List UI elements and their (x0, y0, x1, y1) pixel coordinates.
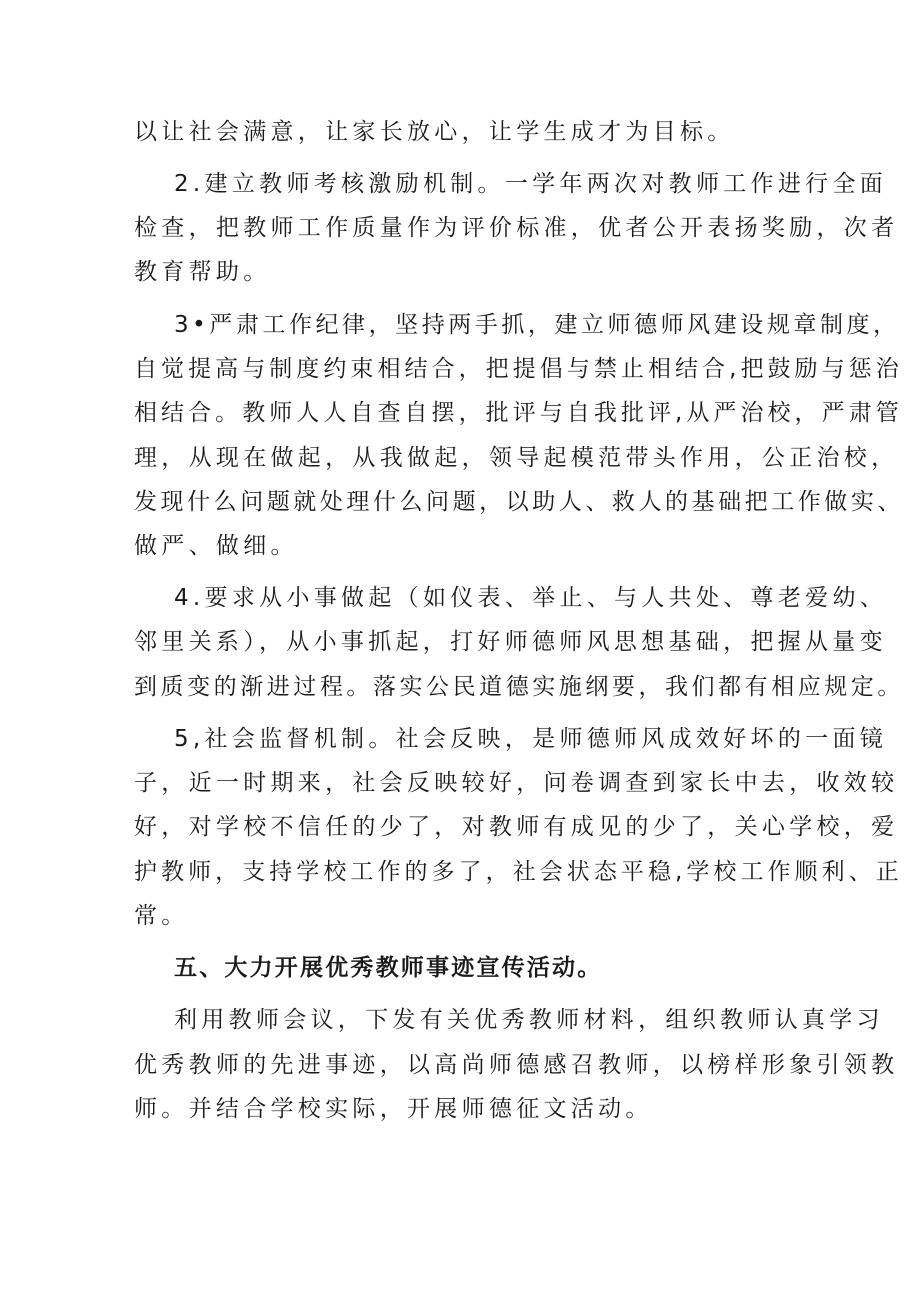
text-line-17: 护教师，支持学校工作的多了，社会状态平稳,学校工作顺利、正 (134, 859, 903, 885)
text-line-2: 2.建立教师考核激励机制。一学年两次对教师工作进行全面 (174, 171, 888, 197)
section-heading: 五、大力开展优秀教师事迹宣传活动。 (174, 955, 603, 981)
text-line-15: 子，近一时期来，社会反映较好，问卷调查到家长中去，收效较 (134, 770, 899, 796)
text-line-10: 做严、做细。 (134, 533, 298, 559)
text-line-1: 以让社会满意，让家长放心，让学生成才为目标。 (134, 119, 735, 145)
text-line-22: 师。并结合学校实际，开展师德征文活动。 (134, 1096, 653, 1122)
text-line-16: 好，对学校不信任的少了，对教师有成见的少了，关心学校，爱 (134, 814, 899, 840)
text-line-20: 利用教师会议，下发有关优秀教师材料，组织教师认真学习 (174, 1007, 884, 1033)
text-line-6: 自觉提高与制度约束相结合，把提倡与禁止相结合,把鼓励与惩治 (134, 356, 903, 382)
text-line-7: 相结合。教师人人自查自摆，批评与自我批评,从严治校，严肃管 (134, 400, 903, 426)
text-line-18: 常。 (134, 903, 189, 929)
text-line-8: 理，从现在做起，从我做起，领导起模范带头作用，公正治校， (134, 445, 899, 471)
text-line-13: 到质变的渐进过程。落实公民道德实施纲要，我们都有相应规定。 (134, 674, 904, 700)
text-line-5: 3•严肃工作纪律，坚持两手抓，建立师德师风建设规章制度， (174, 312, 900, 338)
text-line-9: 发现什么问题就处理什么问题，以助人、救人的基础把工作做实、 (134, 489, 904, 515)
text-line-4: 教育帮助。 (134, 259, 271, 285)
text-line-14: 5,社会监督机制。社会反映，是师德师风成效好坏的一面镜 (174, 726, 888, 752)
text-line-3: 检查，把教师工作质量作为评价标准，优者公开表扬奖励，次者 (134, 215, 899, 241)
text-line-11: 4.要求从小事做起（如仪表、举止、与人共处、尊老爱幼、 (174, 585, 888, 611)
text-line-21: 优秀教师的先进事迹，以高尚师德感召教师，以榜样形象引领教 (134, 1052, 899, 1078)
text-line-12: 邻里关系），从小事抓起，打好师德师风思想基础，把握从量变 (134, 629, 887, 655)
